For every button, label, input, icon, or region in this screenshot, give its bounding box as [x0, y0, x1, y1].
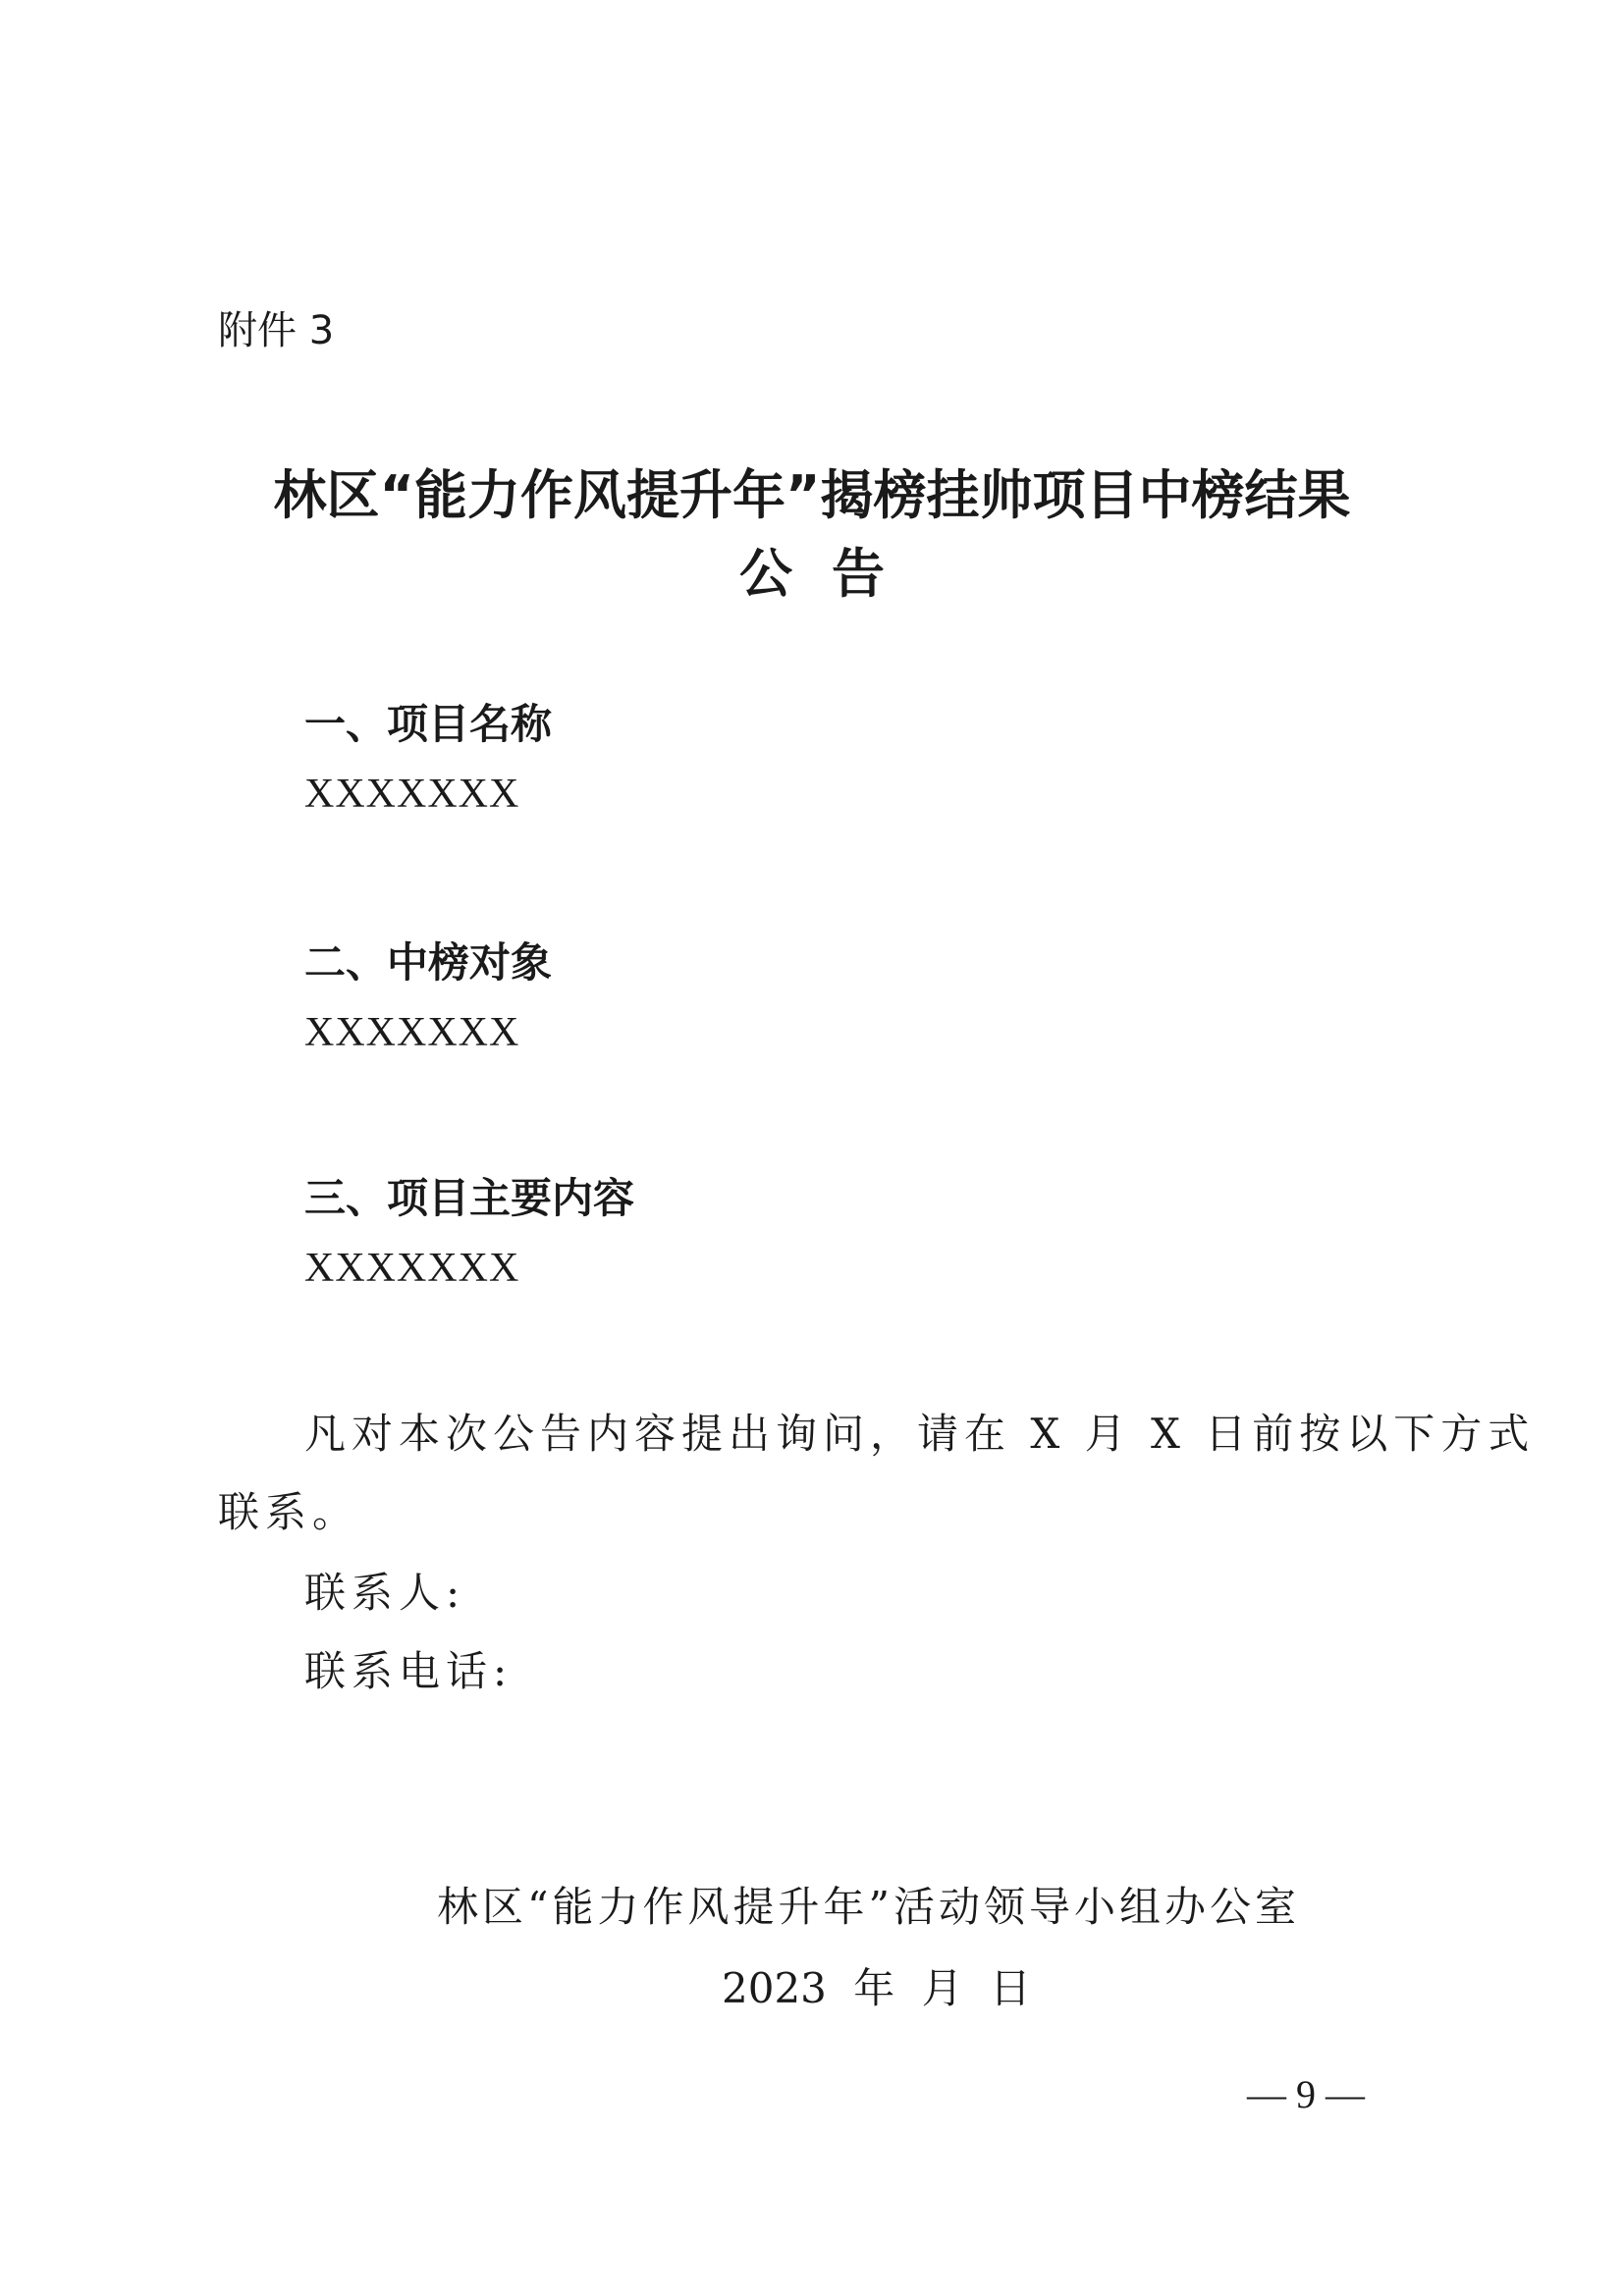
section-value-main-content: XXXXXXX	[304, 1246, 520, 1291]
page-number: — 9 —	[1247, 2072, 1365, 2116]
section-heading-main-content: 三、项目主要内容	[304, 1174, 635, 1222]
document-title: 林区“能力作风提升年”揭榜挂帅项目中榜结果	[273, 464, 1351, 526]
signature-date: 2023 年 月 日	[722, 1964, 1031, 2012]
document-title-subtitle: 公告	[739, 543, 924, 605]
section-value-project-name: XXXXXXX	[304, 772, 520, 817]
section-heading-winner: 二、中榜对象	[304, 938, 553, 987]
notice-paragraph-line2: 联系。	[218, 1488, 360, 1536]
signature-organization: 林区“能力作风提升年”活动领导小组办公室	[437, 1883, 1300, 1931]
section-heading-project-name: 一、项目名称	[304, 700, 553, 748]
contact-person-label: 联系人:	[304, 1569, 466, 1617]
notice-paragraph-line1: 凡对本次公告内容提出询问，请在 X 月 X 日前按以下方式	[304, 1410, 1536, 1458]
attachment-label: 附件 3	[218, 308, 335, 353]
section-value-winner: XXXXXXX	[304, 1010, 520, 1055]
contact-phone-label: 联系电话:	[304, 1647, 514, 1695]
